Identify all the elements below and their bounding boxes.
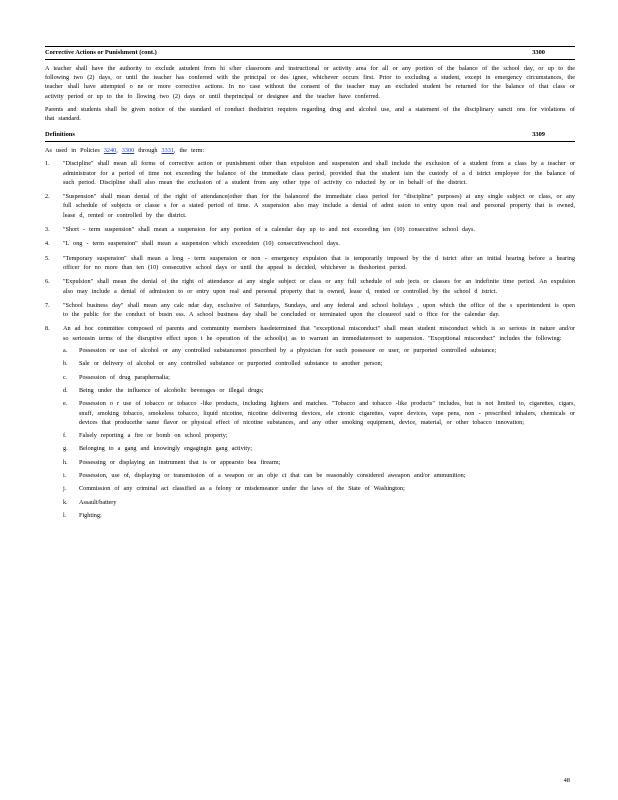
list-item: j. Commission of any criminal act classified as a felony or misdemeanor under the laws of the State of Washington; [63,485,405,493]
list-item: d. Being under the influence of alcoholic beverages or illegal drugs; [63,386,264,394]
list-item: 3. "Short - term suspension" shall mean a suspension for any portion of a calendar day up to and not exceeding ten (10) consecutive school days. [45,226,475,234]
policy-number: 3300 [532,49,545,56]
policy-link-3331[interactable]: 3331 [161,147,174,154]
list-item: g. Belonging to a gang and knowingly engagingin gang activity; [63,445,252,453]
policy-link-3300[interactable]: 3300 [121,147,135,154]
list-item: 5. "Temporary suspension" shall mean a long - term suspension or non - emergency expulsion that is temporarily imposed by the d istrict after an initial hearing before a hearing officer for no more than ten (10) consecutive school days or until the appeal is decided, whichever is theshortest period. [45,254,575,271]
list-item: 6. "Expulsion" shall mean the denial of the right of attendance at any single subject or class or any full schedule of sub jects or classes for an indefinite time period. An expulsion also may include a denial of admission to or entry upon real and personal property that is owned, lease d, rented or controlled by the school d istrict. [45,278,575,295]
teacher-authority-paragraph: A teacher shall have the authority to exclude astudent from hi s/her classroom and instructional or activity area for all or any portion of the balance of the school day, or up to the following two (2) days, or until the teacher has conferred with the principal or des ignee, whichever occurs first. Prior to excluding a student, except in emergency circumstances, the teacher shall have attempted o ne or more corrective actions. In no case without the consent of the teacher may an excluded student be returned for the balance of that class or activity period or up to the fo llowing two (2) days or until theprincipal or designee and the teacher have conferred. [45,64,575,100]
list-item: c. Possession of drug paraphernalia; [63,373,170,381]
document-page [45,46,575,529]
list-item: l. Fighting; [63,511,102,519]
list-item: e. Possession o r use of tobacco or tobacco -like products, including lighters and matches. "Tobacco and tobacco -like products" includes, but is not limited to, cigarettes, cigars, snuff, smoking tobacco, smokeless tobacco, liquid nicotine, nicotine delivering devices, ele ctronic cigarettes, vapor devices, vape pens, non - prescribed inhalers, chemicals or devices that producethe same flavor or physical effect of nicotine substances, and any other smoking equipment, device, material, or other tobacco innovation; [63,400,575,426]
definitions-intro: As used in Policies 3240, 3300 through 3331, the term: [45,147,205,154]
list-item: i. Possession, use of, displaying or transmission of a weapon or an obje ct that can be reasonably considered aweapon and/or ammunition; [63,472,466,480]
list-item: 8. An ad hoc committee composed of parents and community members hasdetermined that "exceptional misconduct" shall mean student misconduct which is so serious in nature and/or so seriousin terms of the disruptive effect upon t he operation of the school(s) as to warrant an immediateresort to suspension. "Exceptional misconduct" includes the following: a. Possession or use of alcohol or any controlled substancenot prescribed by a physician for such possessor or user, or purported controlled substance; b. Sale or delivery of alcohol or any controlled substance or purported controlled substance to another person; c. Possession of drug paraphernalia; d. Being under the influence of alcoholic beverages or illegal drugs; e. Possession o r use of tobacco or tobacco -like products, including lighters and matches. "Tobacco and tobacco -like products" includes, but is not limited to, cigarettes, cigars, snuff, smoking tobacco, smokeless tobacco, liquid nicotine, nicotine delivering devices, ele ctronic cigarettes, vapor devices, vape pens, non - prescribed inhalers, chemicals or devices that producethe same flavor or physical effect of nicotine substances, and any other smoking equipment, device, material, or other tobacco innovation; f. Falsely reporting a fire or bomb on school property; g. Belonging to a gang and knowingly engagingin gang activity; h. Possessing or displaying an instrument that is or appearsto bea firearm; i. Possession, use of, displaying or transmission of a weapon or an obje ct that can be reasonably considered aweapon and/or ammunition; j. Commission of any criminal act classified as a felony or misdemeanor under the laws of the State of Washington; k. Assault/battery l. Fighting; [45,325,575,519]
list-item: f. Falsely reporting a fire or bomb on school property; [63,432,228,440]
exceptional-misconduct-list [63,346,575,520]
page-number: 48 [563,777,570,784]
list-item: k. Assault/battery [63,498,117,506]
list-item: 7. "School business day" shall mean any calc ndar day, exclusive of Saturdays, Sundays, and any federal and school holidays , upon which the office of the s uperintendent is open to the public for the conduct of busin ess. A school business day shall be concluded or terminated upon the closureof said o ffice for the calendar day. [45,301,575,319]
list-item: 1. "Discipline" shall mean all forms of corrective action or punishment other than expulsion and suspension and shall include the exclusion of a student from a class by a teacher or administrator for a period of time not exceeding the balance of the immediate class period, provided that the student isin the custody of a d istrict employee for the balance of such period. Discipline shall also mean the exclusion of a student from any other type of activity co nducted by or in behalf of the district. [45,160,575,186]
section-header-definitions [45,129,575,142]
list-item: 4. "L ong - term suspension" shall mean a suspension which exceedsten (10) consecutiveschool days. [45,240,340,248]
policy-number: 3309 [532,131,545,139]
section-header-corrective-actions [45,46,575,60]
section-title: Definitions [45,131,75,139]
definitions-list [45,159,575,524]
list-item: a. Possession or use of alcohol or any controlled substancenot prescribed by a physician for such possessor or user, or purported controlled substance; [63,347,497,355]
list-item: h. Possessing or displaying an instrument that is or appearsto bea firearm; [63,458,281,466]
notice-paragraph: Parents and students shall be given notice of the standard of conduct thedistrict requires regarding drug and alcohol use, and a statement of the disciplinary sancti ons for violations of that standard. [45,105,575,123]
section-title: Corrective Actions or Punishment (cont.) [45,49,157,56]
list-item: b. Sale or delivery of alcohol or any controlled substance or purported controlled substance to another person; [63,360,383,368]
list-item: 2. "Suspension" shall mean denial of the right of attendance(other than for the balanceof the immediate class period for "discipline" purposes) at any single subject or class, or any full schedule of subjects or classe s for a stated period of time. A suspension also may include a denial of admi ssion to entry upon real and personal property that is owned, lease d, rented or controlled by the district. [45,193,575,219]
policy-link-3240[interactable]: 3240 [103,147,117,154]
